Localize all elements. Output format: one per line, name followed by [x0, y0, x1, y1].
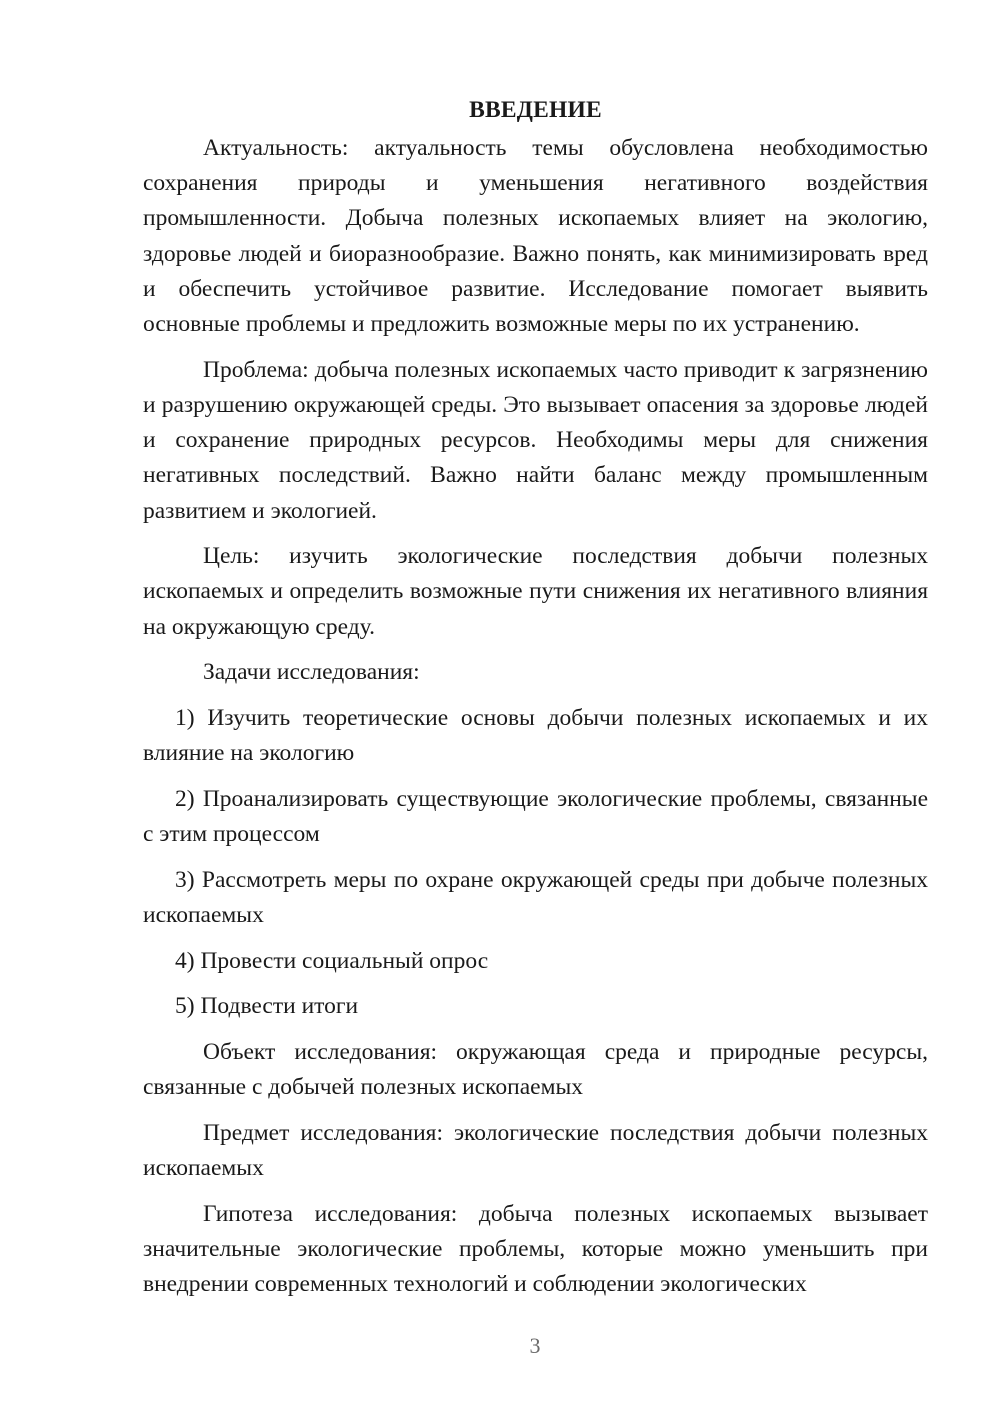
- subject-paragraph: Предмет исследования: экологические последствия добычи полезных ископаемых: [143, 1120, 928, 1182]
- task-item-4: 4) Провести социальный опрос: [175, 947, 489, 974]
- hypothesis-paragraph: Гипотеза исследования: добыча полезных ископаемых вызывает значительные экологические проблемы, которые можно уменьшить при внедрении современных технологий и соблюдении экологических: [143, 1200, 928, 1298]
- page-content: [143, 93, 928, 1313]
- tasks-heading: Задачи исследования:: [203, 659, 420, 686]
- task-item-5: 5) Подвести итоги: [175, 993, 359, 1020]
- object-paragraph: Объект исследования: окружающая среда и природные ресурсы, связанные с добычей полезных ископаемых: [143, 1039, 928, 1101]
- relevance-paragraph: Актуальность: актуальность темы обусловлена необходимостью сохранения природы и уменьшения негативного воздействия промышленности. Добыча полезных ископаемых влияет на экологию, здоровье людей и биоразнообразие. Важно понять, как минимизировать вред и обеспечить устойчивое развитие. Исследование помогает выявить основные проблемы и предложить возможные меры по их устранению.: [143, 135, 928, 338]
- task-item-3: 3) Рассмотреть меры по охране окружающей среды при добыче полезных ископаемых: [143, 866, 928, 929]
- task-item-2: 2) Проанализировать существующие экологические проблемы, связанные с этим процессом: [143, 785, 928, 848]
- task-item-1: 1) Изучить теоретические основы добычи полезных ископаемых и их влияние на экологию: [143, 705, 928, 767]
- problem-paragraph: Проблема: добыча полезных ископаемых часто приводит к загрязнению и разрушению окружающей среды. Это вызывает опасения за здоровье людей и сохранение природных ресурсов. Необходимы меры для снижения негативных последствий. Важно найти баланс между промышленным развитием и экологией.: [143, 356, 928, 524]
- section-heading: ВВЕДЕНИЕ: [469, 97, 602, 123]
- goal-paragraph: Цель: изучить экологические последствия добычи полезных ископаемых и определить возможные пути снижения их негативного влияния на окружающую среду.: [143, 543, 928, 640]
- page-number: 3: [529, 1333, 541, 1358]
